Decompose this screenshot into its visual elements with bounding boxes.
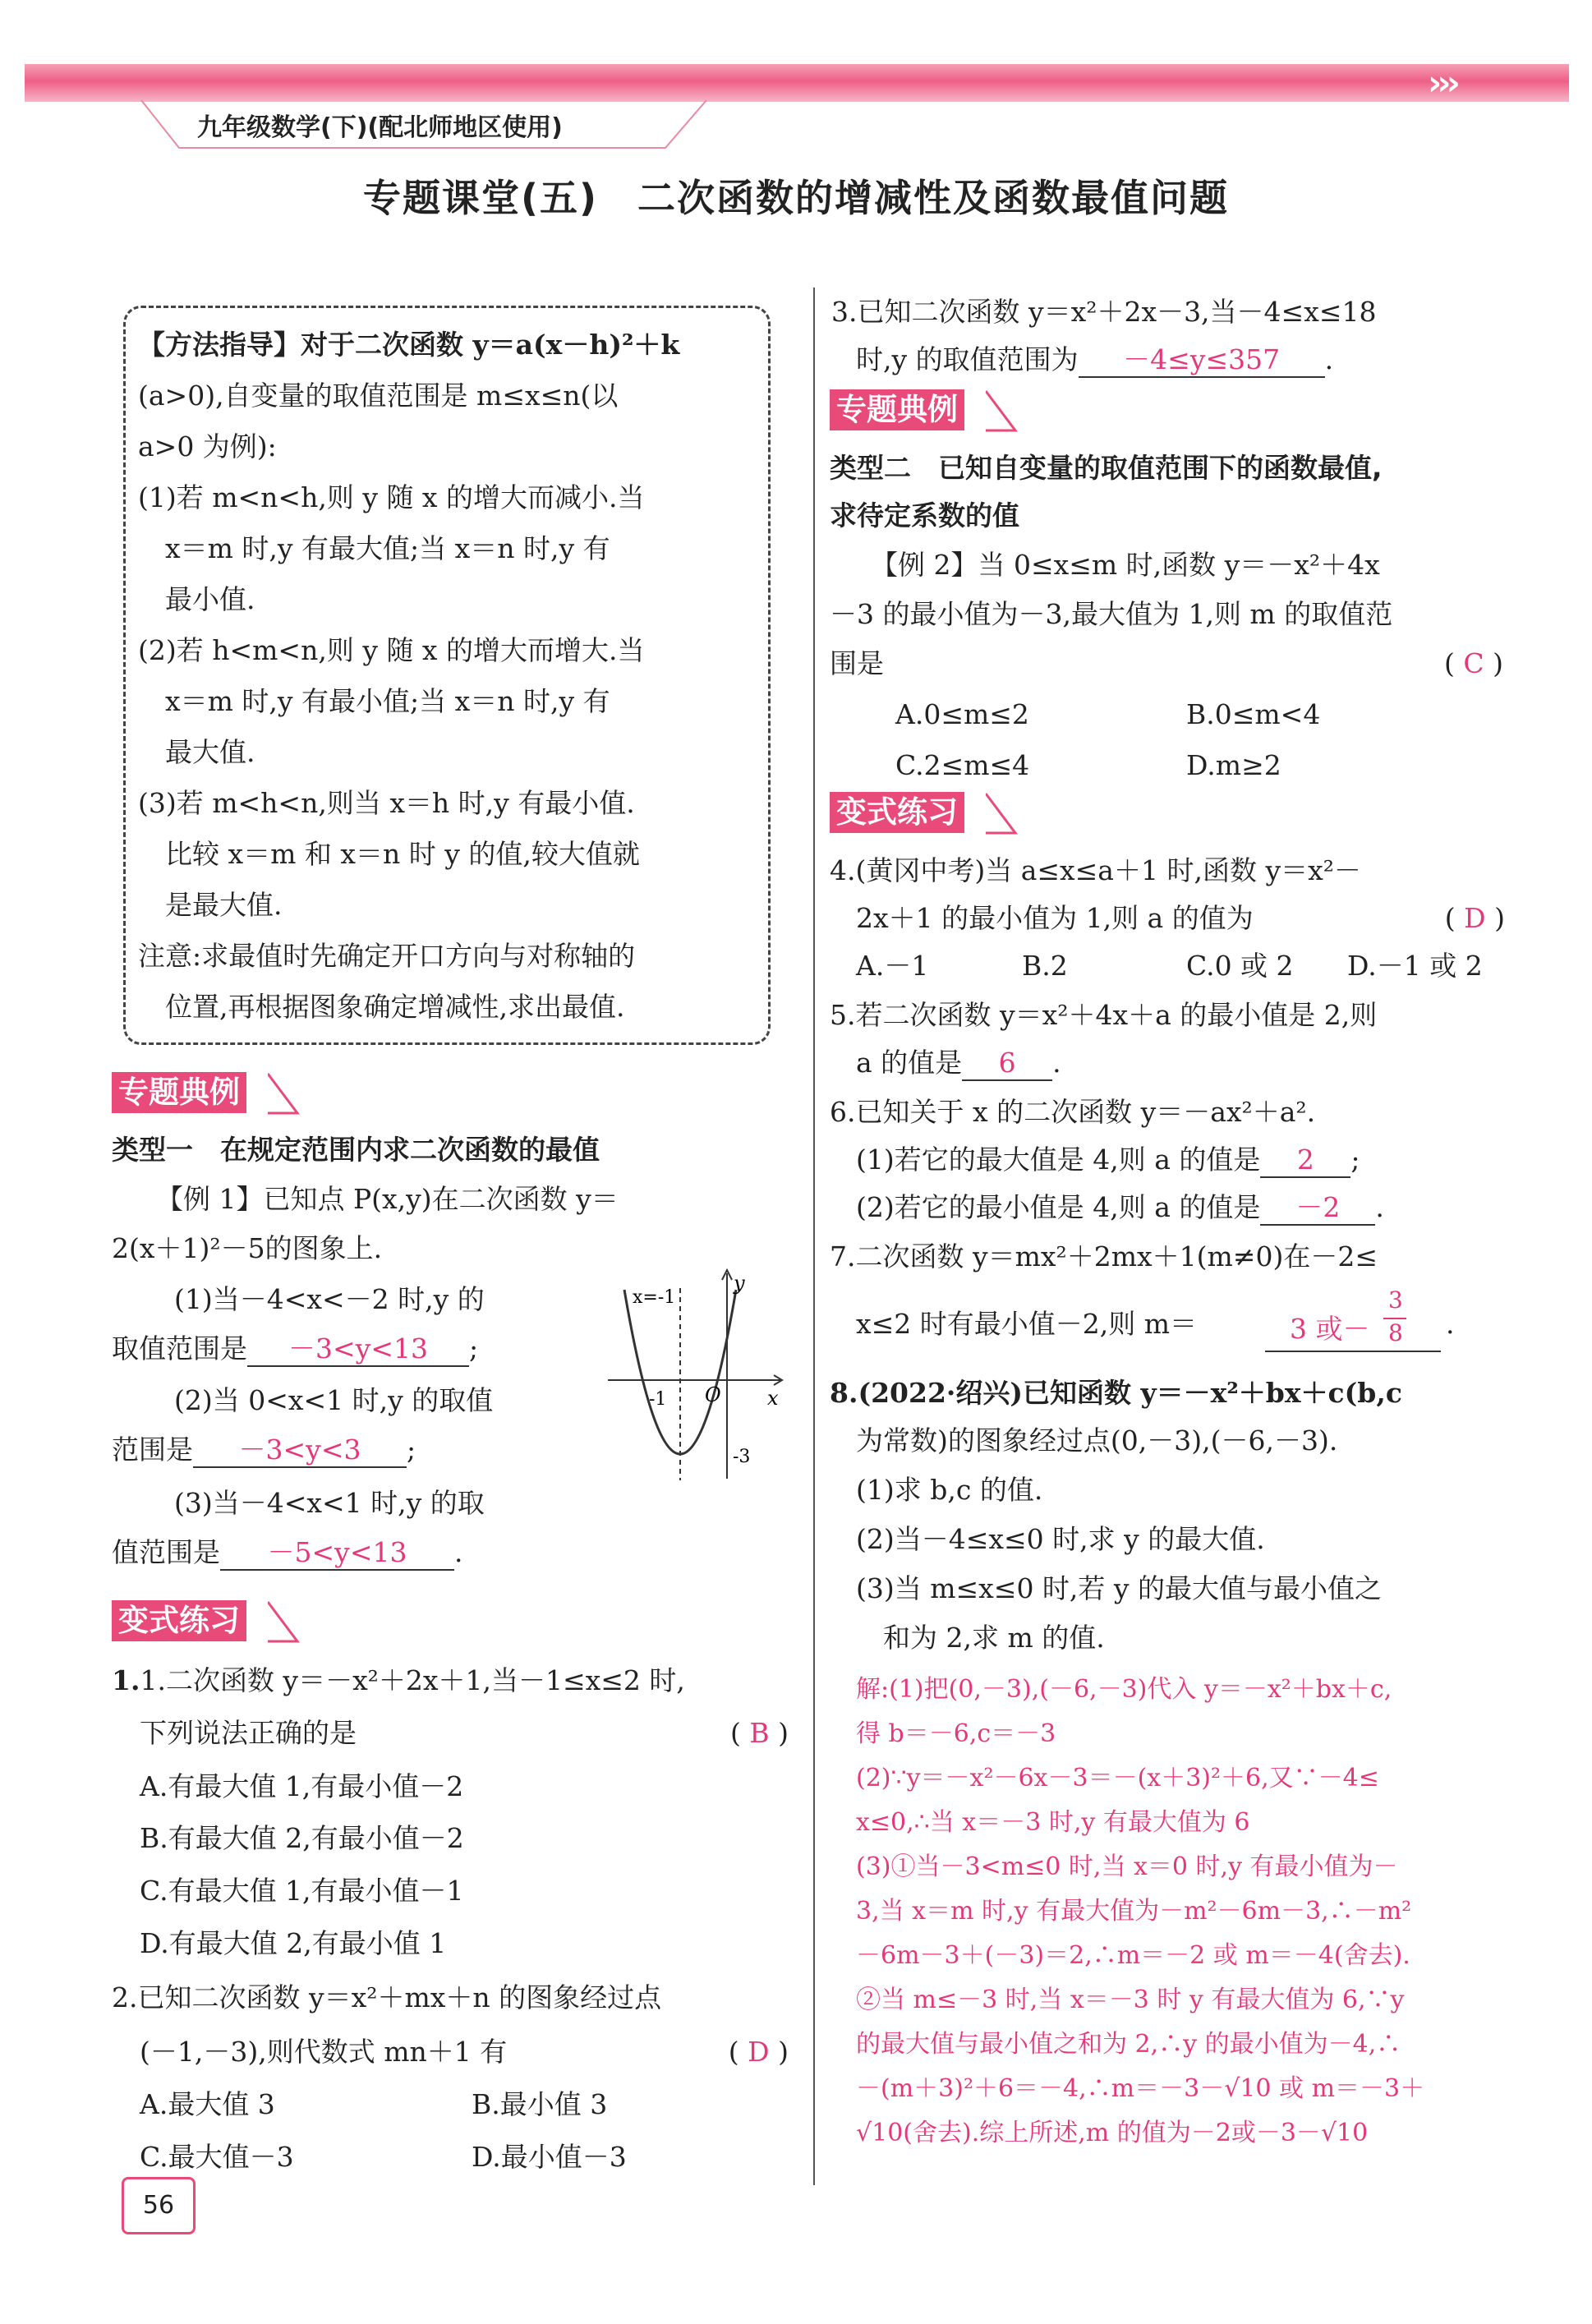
problem-5-line1: 5.若二次函数 y＝x²＋4x＋a 的最小值是 2,则 [830, 999, 1378, 1031]
solution-line: √10(舍去).综上所述,m 的值为－2或－3－√10 [856, 2119, 1369, 2147]
method-line: (2)若 h<m<n,则 y 随 x 的增大而增大.当 [138, 634, 645, 666]
option: C.0 或 2 [1186, 950, 1294, 982]
y-label: y [734, 1272, 745, 1295]
solution-line: 得 b＝－6,c＝－3 [856, 1719, 1056, 1748]
fraction-denominator: 8 [1388, 1319, 1403, 1346]
method-line: 最大值. [138, 736, 255, 768]
tag-variant-practice: 变式练习 [112, 1600, 246, 1641]
method-line: 比较 x＝m 和 x＝n 时 y 的值,较大值就 [138, 838, 640, 870]
method-line: x＝m 时,y 有最大值;当 x＝n 时,y 有 [138, 532, 610, 564]
example-two-line1: 【例 2】当 0≤x≤m 时,函数 y＝－x²＋4x [871, 549, 1380, 581]
problem-1-line1: 1.1.二次函数 y＝－x²＋2x＋1,当－1≤x≤2 时, [112, 1664, 685, 1696]
example-one-q2-stem: 范围是 －3<y<3 ; [112, 1434, 416, 1468]
problem-5-line2: a 的值是 6 . [856, 1047, 1061, 1081]
parabola-graph [591, 1265, 789, 1487]
example-one-line2: 2(x＋1)²－5的图象上. [112, 1232, 383, 1264]
problem-2-line1: 2.已知二次函数 y＝x²＋mx＋n 的图象经过点 [112, 1981, 662, 2013]
answer-blank: 2 [1260, 1144, 1350, 1178]
problem-4-line2: 2x＋1 的最小值为 1,则 a 的值为 ( D ) [856, 902, 1505, 934]
option: C.有最大值 1,有最小值－1 [140, 1875, 464, 1907]
method-line: 是最大值. [138, 889, 283, 921]
type-two-heading-line1: 类型二 已知自变量的取值范围下的函数最值, [830, 452, 1383, 484]
answer-blank: 6 [962, 1047, 1052, 1081]
method-line: 注意:求最值时先确定开口方向与对称轴的 [138, 940, 636, 972]
answer-blank: －3<y<13 [247, 1332, 469, 1367]
solution-line: 3,当 x＝m 时,y 有最大值为－m²－6m－3,∴－m² [856, 1897, 1412, 1926]
x-label: x [767, 1387, 779, 1410]
tag-tail-icon [268, 1072, 301, 1116]
answer-choice: B [749, 1717, 770, 1749]
period: . [1446, 1308, 1455, 1340]
option: A.有最大值 1,有最小值－2 [140, 1770, 464, 1802]
solution-line: ②当 m≤－3 时,当 x＝－3 时 y 有最大值为 6,∵y [856, 1986, 1405, 2014]
option: B.最小值 3 [472, 2088, 608, 2120]
solution-line: 解:(1)把(0,－3),(－6,－3)代入 y＝－x²＋bx＋c, [856, 1675, 1392, 1704]
page-title: 专题课堂(五) 二次函数的增减性及函数最值问题 [362, 176, 1230, 220]
tick-minus-three: -3 [733, 1447, 751, 1467]
problem-8-q1: (1)求 b,c 的值. [856, 1474, 1043, 1506]
solution-line: (2)∵y＝－x²－6x－3＝－(x＋3)²＋6,又∵－4≤ [856, 1764, 1379, 1792]
solution-line: x≤0,∴当 x＝－3 时,y 有最大值为 6 [856, 1808, 1250, 1837]
method-line: 位置,再根据图象确定增减性,求出最值. [138, 991, 625, 1023]
example-one-q3-stem: 值范围是 －5<y<13 . [112, 1536, 463, 1571]
problem-6-q1: (1)若它的最大值是 4,则 a 的值是 2 ; [856, 1144, 1360, 1178]
solution-line: (3)①当－3<m≤0 时,当 x＝0 时,y 有最小值为－ [856, 1852, 1398, 1881]
problem-7-line2: x≤2 时有最小值－2,则 m＝ [856, 1308, 1198, 1340]
problem-6-q2: (2)若它的最小值是 4,则 a 的值是 －2 . [856, 1191, 1384, 1226]
problem-8-q3b: 和为 2,求 m 的值. [856, 1622, 1105, 1654]
problem-8-line2: 为常数)的图象经过点(0,－3),(－6,－3). [856, 1424, 1338, 1457]
answer-choice: D [748, 2036, 770, 2068]
example-one-line1: 【例 1】已知点 P(x,y)在二次函数 y＝ [156, 1183, 619, 1215]
header-arrows-icon: ››› [1428, 62, 1456, 103]
option: A.最大值 3 [140, 2088, 275, 2120]
tag-tail-icon [986, 792, 1019, 836]
tag-tail-icon [986, 389, 1019, 434]
option: B.2 [1022, 950, 1068, 982]
example-two-line2: －3 的最小值为－3,最大值为 1,则 m 的取值范 [830, 598, 1393, 630]
origin-label: O [705, 1383, 721, 1406]
example-one-q1-stem: 取值范围是 －3<y<13 ; [112, 1332, 478, 1367]
option: C.2≤m≤4 [895, 749, 1030, 781]
option: B.有最大值 2,有最小值－2 [140, 1822, 464, 1854]
method-line: 【方法指导】对于二次函数 y＝a(x－h)²＋k [138, 329, 680, 361]
column-divider [813, 288, 815, 2185]
method-line: a>0 为例): [138, 430, 277, 462]
problem-8-q3a: (3)当 m≤x≤0 时,若 y 的最大值与最小值之 [856, 1572, 1383, 1604]
problem-8-solution [856, 1668, 1424, 2156]
answer-blank: －4≤y≤357 [1079, 343, 1325, 378]
answer-blank: －5<y<13 [220, 1536, 454, 1571]
option: D.m≥2 [1186, 749, 1281, 781]
type-two-heading-line2: 求待定系数的值 [830, 499, 1019, 532]
method-line: x＝m 时,y 有最小值;当 x＝n 时,y 有 [138, 685, 610, 717]
problem-8-q2: (2)当－4≤x≤0 时,求 y 的最大值. [856, 1523, 1265, 1555]
option: A.0≤m≤2 [895, 698, 1029, 730]
fraction-numerator: 3 [1388, 1286, 1403, 1314]
option: D.－1 或 2 [1347, 950, 1483, 982]
tag-variant-practice: 变式练习 [830, 792, 964, 833]
option: B.0≤m<4 [1186, 698, 1321, 730]
option: D.最小值－3 [472, 2141, 627, 2173]
header-band [25, 64, 1569, 102]
example-one-q2: (2)当 0<x<1 时,y 的取值 [174, 1384, 494, 1416]
method-guide-text [138, 320, 679, 1033]
example-one-q1: (1)当－4<x<－2 时,y 的 [174, 1283, 485, 1315]
method-line: (1)若 m<n<h,则 y 随 x 的增大而减小.当 [138, 481, 645, 513]
example-two-line3: 围是 ( C ) [830, 647, 1503, 679]
problem-7-line1: 7.二次函数 y＝mx²＋2mx＋1(m≠0)在－2≤ [830, 1240, 1378, 1272]
problem-3-line1: 3.已知二次函数 y＝x²＋2x－3,当－4≤x≤18 [831, 296, 1377, 328]
type-one-heading: 类型一 在规定范围内求二次函数的最值 [112, 1134, 600, 1166]
method-line: 最小值. [138, 583, 255, 615]
tick-minus-one: -1 [649, 1389, 667, 1410]
answer-choice: D [1464, 902, 1486, 934]
book-title: 九年级数学(下)(配北师地区使用) [197, 113, 563, 142]
page-number: 56 [122, 2177, 196, 2234]
problem-1-line2: 下列说法正确的是 ( B ) [140, 1717, 789, 1749]
symmetry-label: x=-1 [633, 1287, 676, 1308]
solution-line: 的最大值与最小值之和为 2,∴y 的最小值为－4,∴ [856, 2030, 1401, 2059]
option: C.最大值－3 [140, 2141, 294, 2173]
problem-7-answer: 3 或－ 3 8 [1265, 1286, 1441, 1352]
option: A.－1 [856, 950, 929, 982]
tag-typical-examples: 专题典例 [112, 1072, 246, 1113]
problem-8-line1: 8.(2022·绍兴)已知函数 y＝－x²＋bx＋c(b,c [830, 1377, 1402, 1409]
option: D.有最大值 2,有最小值 1 [140, 1927, 447, 1959]
method-line: (3)若 m<h<n,则当 x＝h 时,y 有最小值. [138, 787, 635, 819]
problem-4-line1: 4.(黄冈中考)当 a≤x≤a＋1 时,函数 y＝x²－ [830, 854, 1361, 886]
problem-3-line2: 时,y 的取值范围为 －4≤y≤357 . [856, 343, 1333, 378]
solution-line: －6m－3＋(－3)＝2,∴m＝－2 或 m＝－4(舍去). [856, 1941, 1410, 1970]
problem-2-line2: (－1,－3),则代数式 mn＋1 有 ( D ) [140, 2036, 789, 2068]
tag-typical-examples: 专题典例 [830, 389, 964, 430]
answer-blank: －3<y<3 [193, 1434, 407, 1468]
tag-tail-icon [268, 1600, 301, 1645]
example-one-q3: (3)当－4<x<1 时,y 的取 [174, 1487, 485, 1519]
answer-blank: －2 [1260, 1191, 1375, 1226]
answer-choice: C [1463, 647, 1484, 679]
problem-6-line1: 6.已知关于 x 的二次函数 y＝－ax²＋a². [830, 1096, 1316, 1128]
solution-line: －(m＋3)²＋6＝－4,∴m＝－3－√10 或 m＝－3＋ [856, 2074, 1425, 2103]
method-line: (a>0),自变量的取值范围是 m≤x≤n(以 [138, 380, 619, 412]
